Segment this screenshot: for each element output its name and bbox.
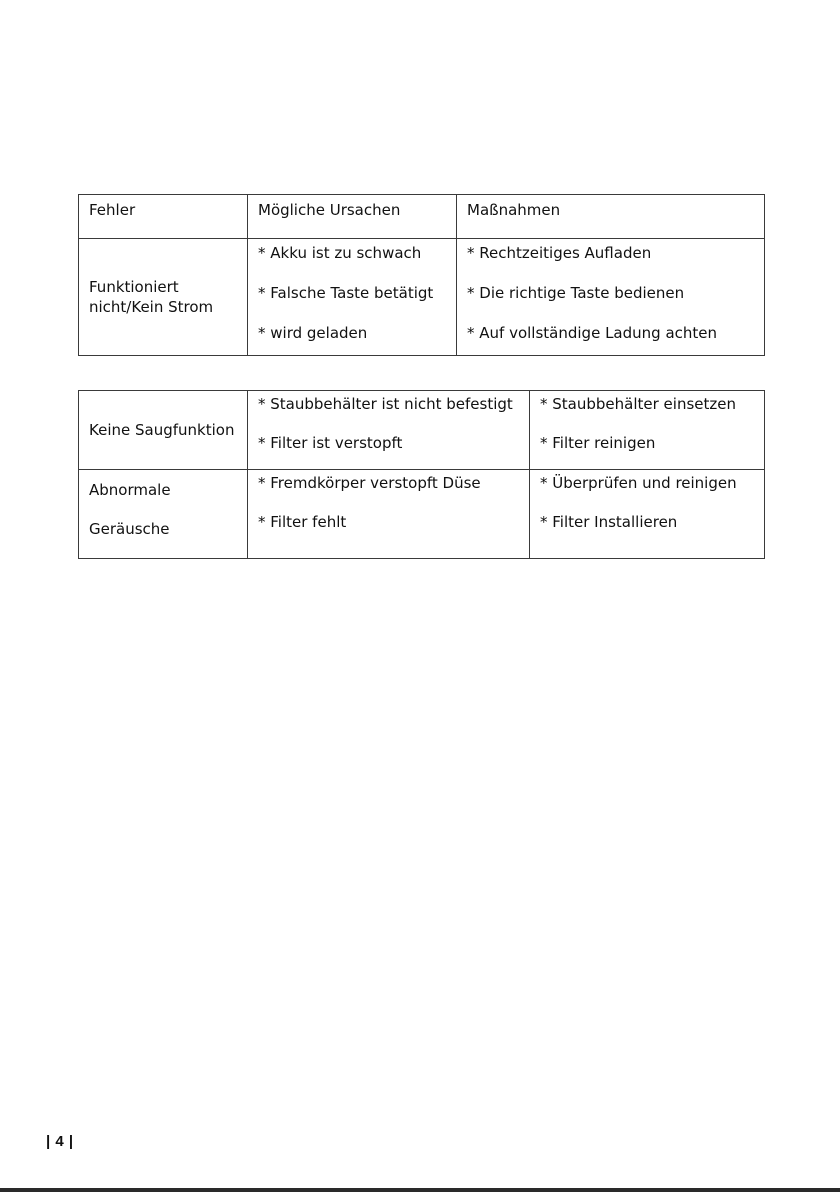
- action-item: * Rechtzeitiges Aufladen: [467, 244, 652, 262]
- header-fault: Fehler: [79, 195, 248, 239]
- cause-item: * Filter ist verstopft: [258, 434, 403, 452]
- causes-cell: [248, 239, 457, 356]
- causes-cell: [248, 470, 530, 559]
- bottom-rule: [0, 1188, 840, 1192]
- action-item: * Überprüfen und reinigen: [540, 474, 737, 492]
- table-row: [79, 391, 765, 470]
- action-item: * Die richtige Taste bedienen: [467, 284, 685, 302]
- cause-item: * Fremdkörper verstopft Düse: [258, 474, 481, 492]
- table-row: [79, 470, 765, 559]
- causes-cell: [248, 391, 530, 470]
- action-item: * Filter reinigen: [540, 434, 656, 452]
- page-number: | 4 |: [46, 1133, 74, 1150]
- fault-line: Abnormale: [89, 481, 171, 499]
- actions-cell: [530, 470, 765, 559]
- fault-text: Funktioniert nicht/Kein Strom: [89, 278, 214, 316]
- troubleshooting-table-1: [78, 194, 765, 356]
- cause-item: * Akku ist zu schwach: [258, 244, 422, 262]
- cause-item: * wird geladen: [258, 324, 368, 342]
- fault-cell: [79, 470, 248, 559]
- action-item: * Filter Installieren: [540, 513, 678, 531]
- cause-item: * Staubbehälter ist nicht befestigt: [258, 395, 513, 413]
- table-header-row: [79, 195, 765, 239]
- cause-item: * Falsche Taste betätigt: [258, 284, 434, 302]
- cause-item: * Filter fehlt: [258, 513, 347, 531]
- actions-cell: [457, 239, 765, 356]
- action-item: * Auf vollständige Ladung achten: [467, 324, 718, 342]
- fault-cell: Keine Saugfunktion: [79, 391, 248, 470]
- header-actions: Maßnahmen: [457, 195, 765, 239]
- action-item: * Staubbehälter einsetzen: [540, 395, 736, 413]
- fault-cell: [79, 239, 248, 356]
- troubleshooting-table-2: [78, 390, 765, 559]
- header-causes: Mögliche Ursachen: [248, 195, 457, 239]
- fault-line: Geräusche: [89, 520, 170, 538]
- actions-cell: [530, 391, 765, 470]
- table-row: [79, 239, 765, 356]
